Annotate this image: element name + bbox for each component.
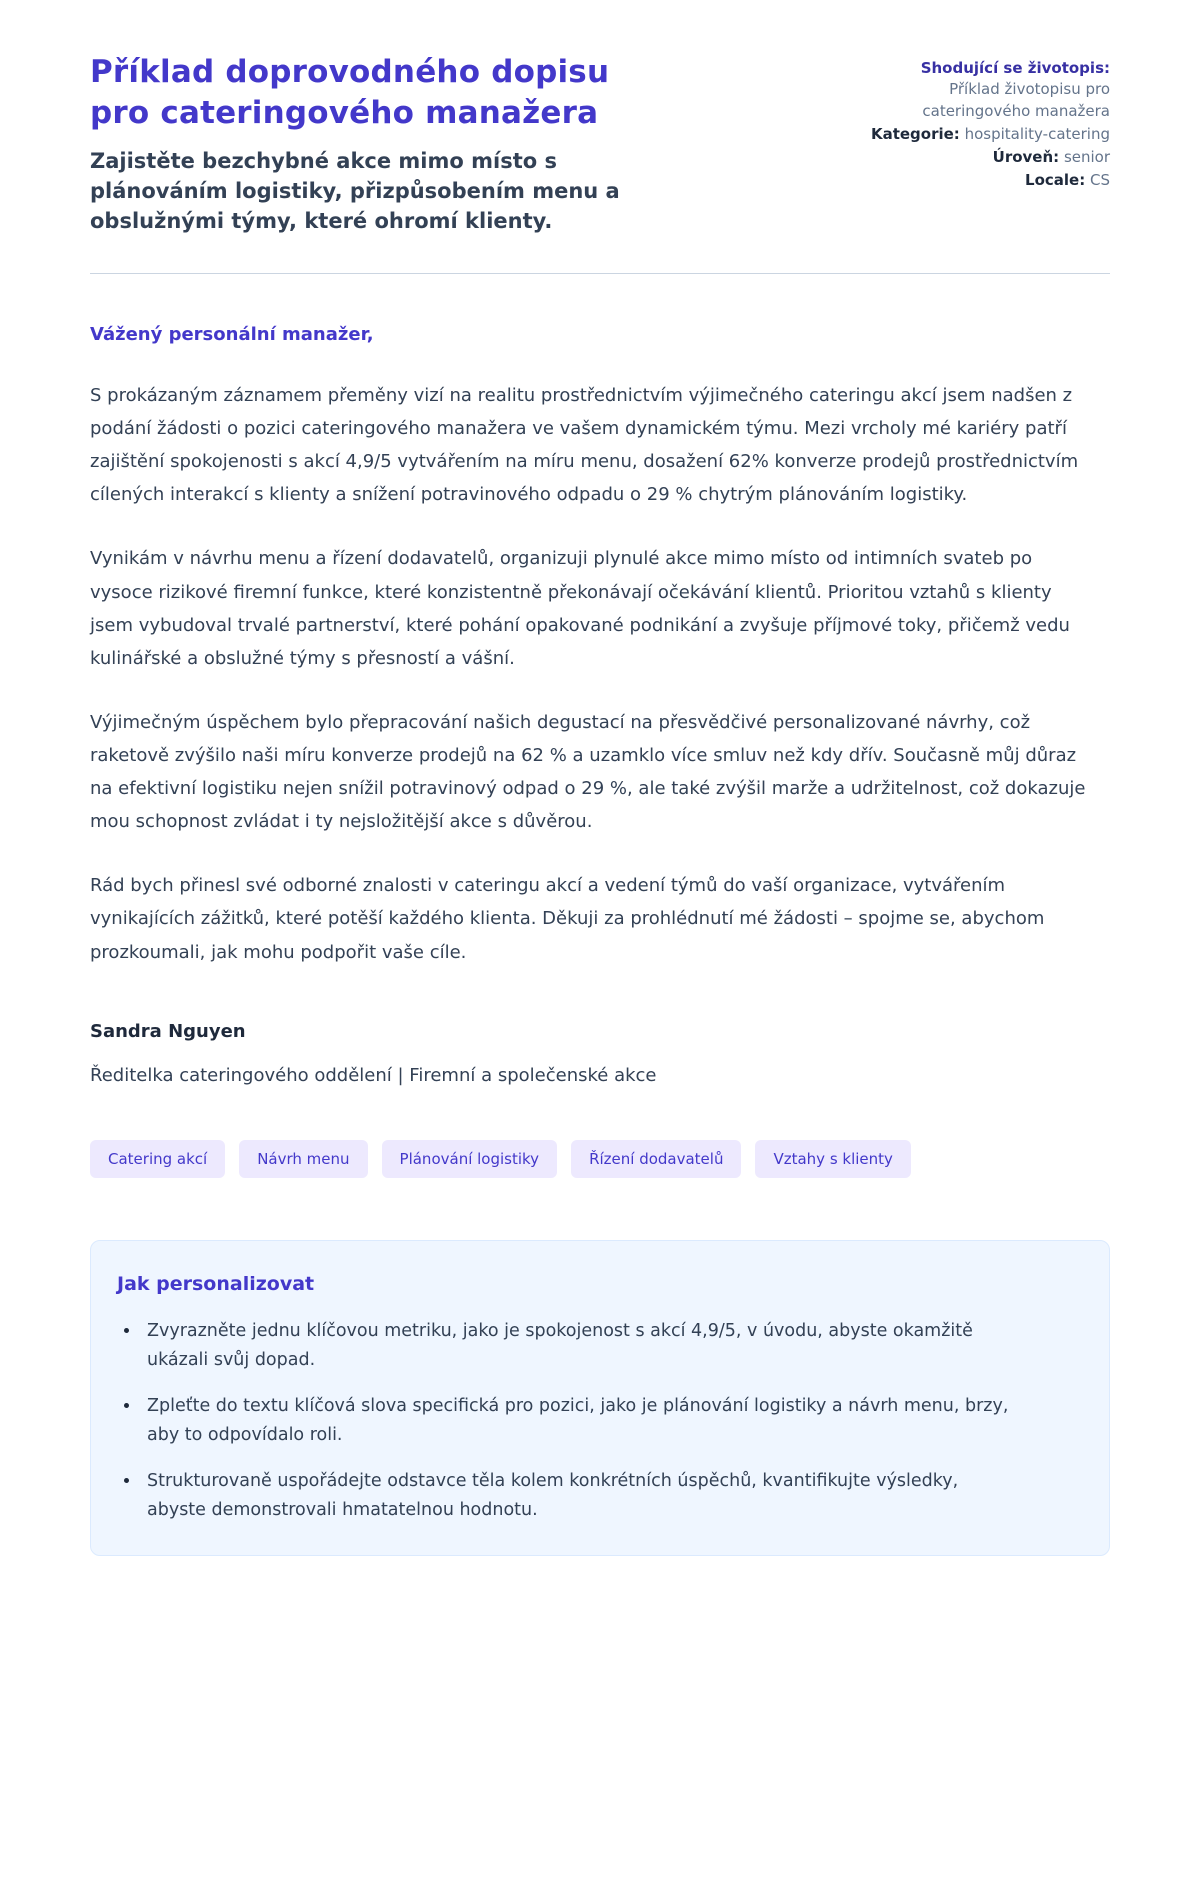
header <box>90 52 1110 237</box>
tip-item-3: • Strukturovaně uspořádejte odstavce těla kolem konkrétních úspěchů, kvantifikujte výsledky, abyste demonstrovali hmatatelnou hodnotu. <box>141 1467 1021 1525</box>
letter-paragraph-4: Rád bych přinesl své odborné znalosti v cateringu akcí a vedení týmů do vaší organizace, vytvářením vynikajících zážitků, které potěší každého klienta. Děkuji za prohlédnutí mé žádosti – spojme se, abychom prozkoumali, jak mohu podpořit vaše cíle. <box>90 875 1045 963</box>
tag-rizeni-dodavatelu[interactable]: Řízení dodavatelů <box>571 1140 741 1178</box>
skill-tags <box>90 1140 1110 1178</box>
signature-block <box>90 1015 1110 1092</box>
personalization-tips-box <box>90 1240 1110 1556</box>
letter-paragraph-1: S prokázaným záznamem přeměny vizí na realitu prostřednictvím výjimečného cateringu akcí jsem nadšen z podání žádosti o pozici cateringového manažera ve vašem dynamickém týmu. Mezi vrcholy mé kariéry patří zajištění spokojenosti s akcí 4,9/5 vytvářením na míru menu, dosažení 62% konverze prodejů prostřednictvím cílených interakcí s klienty a snížení potravinového odpadu o 29 % chytrým plánováním logistiky. <box>90 384 1079 506</box>
tag-planovani-logistiky[interactable]: Plánování logistiky <box>382 1140 558 1178</box>
tag-navrh-menu[interactable]: Návrh menu <box>239 1140 367 1178</box>
meta-level <box>870 147 1110 168</box>
meta-label-level: Úroveň: <box>992 148 1060 167</box>
header-title-block <box>90 52 675 237</box>
meta-value-matching-resume: Příklad životopisu pro cateringového manažera <box>922 80 1110 120</box>
tag-vztahy-s-klienty[interactable]: Vztahy s klienty <box>755 1140 910 1178</box>
letter-paragraph-3: Výjimečným úspěchem bylo přepracování našich degustací na přesvědčivé personalizované návrhy, což raketově zvýšilo naši míru konverze prodejů na 62 % a uzamklo více smluv než kdy dřív. Současně můj důraz na efektivní logistiku nejen snížil potravinový odpad o 29 %, ale také zvýšil marže a udržitelnost, což dokazuje mou schopnost zvládat i ty nejsložitější akce s důvěrou. <box>90 711 1086 833</box>
tip-item-2: • Zpleťte do textu klíčová slova specifická pro pozici, jako je plánování logistiky a návrh menu, brzy, aby to odpovídalo roli. <box>141 1392 1021 1450</box>
page-subtitle: Zajistěte bezchybné akce mimo místo s plánováním logistiky, přizpůsobením menu a obslužnými týmy, které ohromí klienty. <box>90 149 620 234</box>
meta-label-category: Kategorie: <box>870 124 960 143</box>
meta-label-locale: Locale: <box>1025 171 1086 190</box>
tips-title: Jak personalizovat <box>117 1272 315 1295</box>
letter-greeting: Vážený personální manažer, <box>90 323 374 345</box>
meta-matching-resume <box>870 58 1110 122</box>
tag-catering-akci[interactable]: Catering akcí <box>90 1140 225 1178</box>
letter-paragraph-2: Vynikám v návrhu menu a řízení dodavatelů, organizuji plynulé akce mimo místo od intimních svateb po vysoce rizikové firemní funkce, které konzistentně překonávají očekávání klientů. Prioritou vztahů s klienty jsem vybudoval trvalé partnerství, které pohání opakované podnikání a zvyšuje příjmové toky, přičemž vedu kulinářské a obslužné týmy s přesností a vášní. <box>90 548 1070 669</box>
signature-name: Sandra Nguyen <box>90 1020 246 1042</box>
meta-label-matching-resume: Shodující se životopis: <box>920 59 1110 77</box>
meta-locale <box>870 170 1110 191</box>
page-title: Příklad doprovodného dopisu pro cateringového manažera <box>90 54 610 132</box>
header-divider <box>90 273 1110 274</box>
cover-letter-body <box>90 318 1110 1092</box>
tip-item-1: • Zvyrazněte jednu klíčovou metriku, jako je spokojenost s akcí 4,9/5, v úvodu, abyste okamžitě ukázali svůj dopad. <box>141 1317 1021 1375</box>
meta-panel <box>870 52 1110 237</box>
tips-list <box>117 1317 1075 1525</box>
meta-value-level: senior <box>1063 148 1110 167</box>
meta-category <box>870 124 1110 145</box>
meta-value-category: hospitality-catering <box>964 124 1110 143</box>
signature-role: Ředitelka cateringového oddělení | Firemní a společenské akce <box>90 1064 657 1086</box>
meta-value-locale: CS <box>1090 171 1110 190</box>
